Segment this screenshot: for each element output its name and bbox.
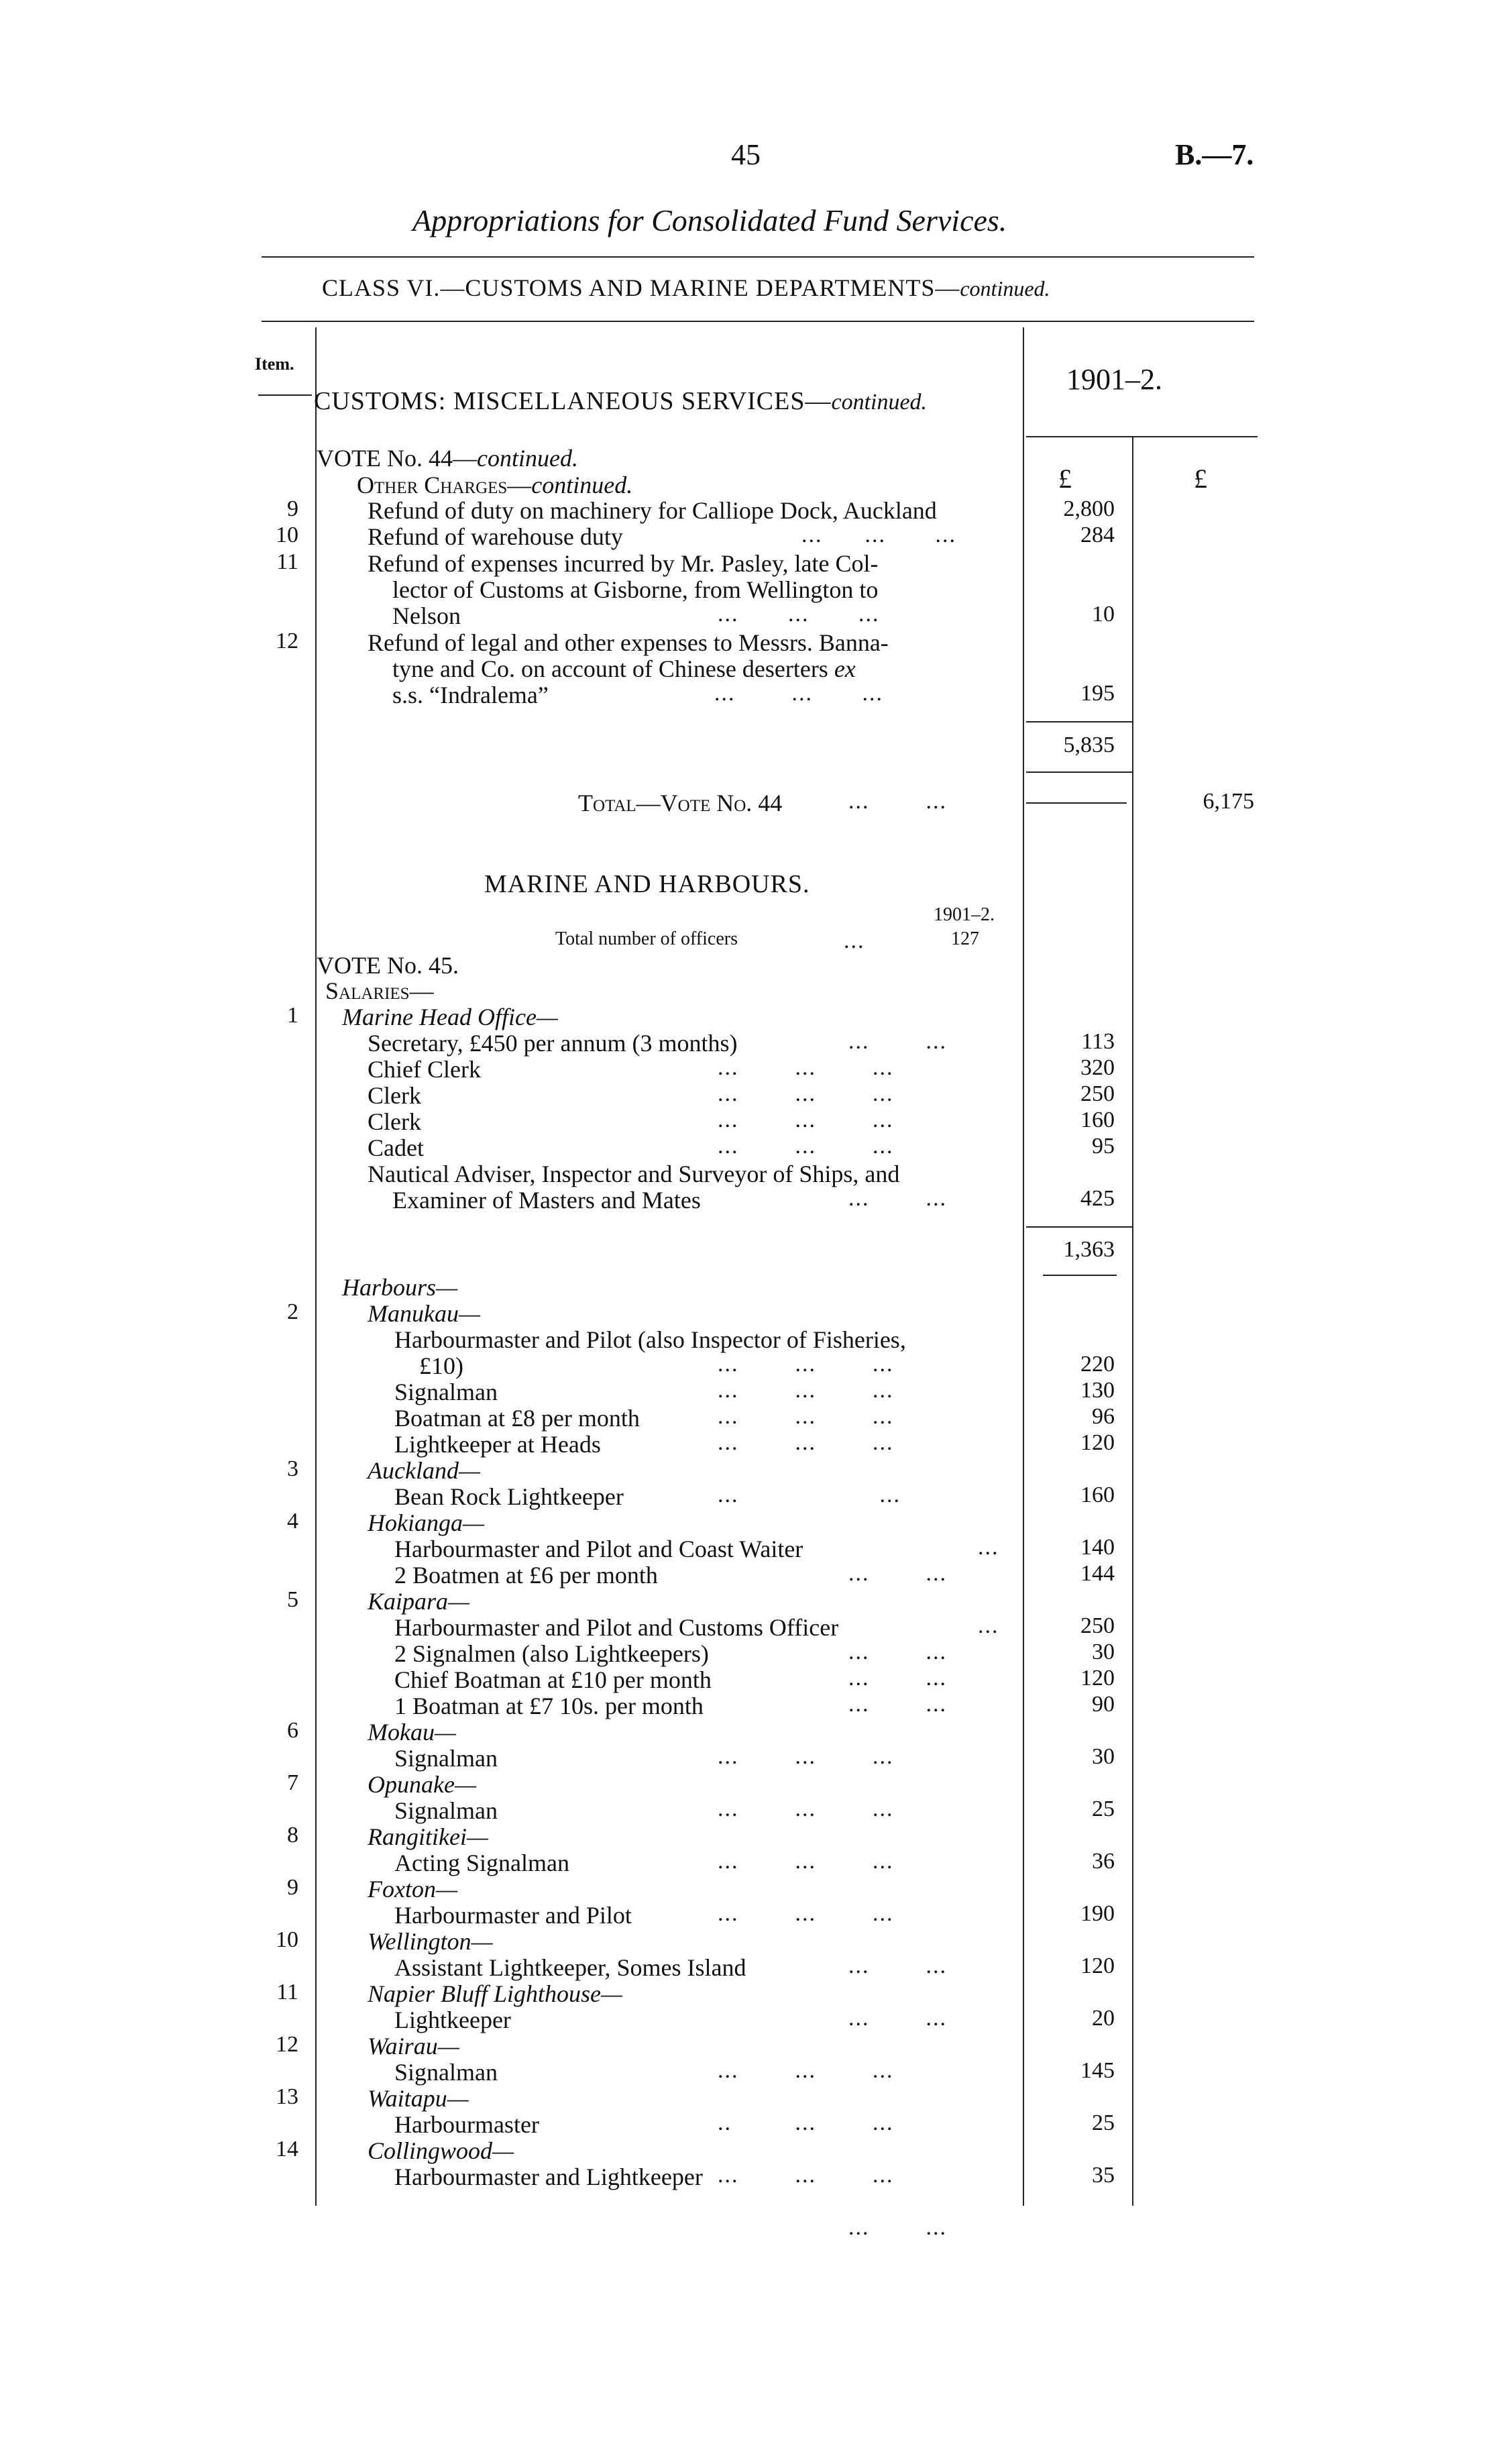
subtotal-rule: [1026, 721, 1132, 722]
other-charges-text: Other Charges—: [357, 472, 532, 498]
harbour-place: Napier Bluff Lighthouse—: [368, 1980, 623, 2007]
harbour-place: Kaipara—: [368, 1588, 470, 1615]
item-description-text: tyne and Co. on account of Chinese deserters: [392, 655, 828, 682]
customs-heading-text: CUSTOMS: MISCELLANEOUS SERVICES—: [314, 387, 832, 415]
leader-dots: ... ...: [848, 1953, 947, 1978]
pound-sign-column-1: £: [1058, 464, 1072, 494]
salary-line: Secretary, £450 per annum (3 months): [368, 1030, 738, 1057]
officers-count: 127: [951, 928, 979, 949]
item-number: 1: [287, 1003, 298, 1028]
leader-dots: ... ...: [848, 1640, 947, 1664]
harbour-place: Waitapu—: [368, 2085, 469, 2112]
item-number: 7: [287, 1770, 298, 1795]
officers-year: 1901–2.: [934, 904, 995, 925]
item-number: 5: [287, 1587, 298, 1612]
leader-dots: ...: [844, 928, 865, 953]
item-number: 11: [276, 549, 298, 574]
item-column-divider: [315, 327, 317, 2206]
page-title: Appropriations for Consolidated Fund Services.: [412, 203, 1007, 237]
item-description-continued: lector of Customs at Gisborne, from Wellington to: [392, 576, 879, 603]
harbour-amount: 25: [1092, 1797, 1115, 1821]
leader-dots: ... ... ...: [718, 1849, 894, 1874]
harbour-amount: 35: [1092, 2163, 1115, 2188]
salary-line: Chief Clerk: [368, 1056, 481, 1083]
salary-line: Clerk: [368, 1108, 421, 1135]
leader-dots: ... ...: [718, 1483, 901, 1507]
harbour-amount: 120: [1080, 1953, 1115, 1978]
harbour-line-continued: £10): [419, 1352, 463, 1379]
page-number: 45: [731, 138, 761, 171]
subtotal-rule: [1026, 1226, 1132, 1228]
page-reference: B.—7.: [1175, 138, 1254, 171]
harbour-place: Wairau—: [368, 2033, 459, 2059]
head-office-subtotal: 1,363: [1063, 1237, 1115, 1262]
harbour-place: Mokau—: [368, 1719, 456, 1746]
salary-amount: 425: [1080, 1186, 1115, 1211]
harbour-amount: 250: [1080, 1613, 1115, 1638]
leader-dots: ...: [978, 1535, 999, 1560]
item-description-continued: [392, 655, 856, 683]
item-number: 10: [276, 1927, 298, 1952]
leader-dots: ... ... ...: [801, 523, 956, 547]
leader-dots: ... ... ...: [718, 1055, 894, 1080]
leader-dots: ... ... ...: [718, 1134, 894, 1159]
salary-line: Cadet: [368, 1134, 424, 1161]
vote-44-text: VOTE No. 44—: [317, 445, 477, 472]
vote-44-total-label: [578, 789, 782, 817]
item-description: Refund of warehouse duty: [368, 523, 623, 550]
salary-amount: 250: [1080, 1081, 1115, 1106]
total-leader-rule: [1026, 802, 1127, 804]
item-number: 13: [276, 2084, 298, 2109]
item-amount: 10: [1092, 602, 1115, 627]
item-description: Refund of duty on machinery for Calliope Dock, Auckland: [368, 497, 937, 524]
harbour-place: Rangitikei—: [368, 1823, 488, 1850]
harbour-amount: 145: [1080, 2058, 1115, 2083]
harbour-place: Auckland—: [368, 1457, 480, 1484]
item-column-label: Item.: [255, 354, 294, 374]
officers-label: Total number of officers: [555, 928, 738, 949]
salary-line: Clerk: [368, 1082, 421, 1109]
marine-heading: MARINE AND HARBOURS.: [484, 870, 810, 898]
harbour-place: Wellington—: [368, 1928, 493, 1955]
leader-dots: ... ... ...: [714, 681, 883, 706]
other-charges-label: [357, 471, 632, 499]
class-heading-rule: [262, 321, 1254, 322]
harbour-amount: 30: [1092, 1640, 1115, 1664]
item-number: 9: [287, 496, 298, 521]
leader-dots: ... ...: [848, 1029, 947, 1054]
harbour-line: Harbourmaster and Pilot (also Inspector of Fisheries,: [394, 1326, 906, 1353]
leader-dots: ... ...: [848, 1692, 947, 1717]
customs-heading: [314, 386, 927, 416]
head-office-label: Marine Head Office—: [342, 1004, 558, 1030]
vote-45-label: VOTE No. 45.: [317, 952, 459, 979]
leader-dots: ... ... ...: [718, 602, 880, 627]
harbour-line: 1 Boatman at £7 10s. per month: [394, 1693, 704, 1719]
harbour-line: Lightkeeper: [394, 2006, 511, 2033]
item-number: 3: [287, 1456, 298, 1481]
salaries-label: Salaries—: [325, 977, 434, 1004]
leader-dots: ... ...: [848, 2215, 947, 2240]
item-number: 9: [287, 1875, 298, 1900]
item-number: 2: [287, 1299, 298, 1324]
harbour-amount: 90: [1092, 1692, 1115, 1717]
harbour-line: Harbourmaster and Pilot and Customs Officer: [394, 1614, 839, 1641]
leader-dots: ... ... ...: [718, 2163, 894, 2188]
title-rule: [262, 256, 1254, 258]
leader-dots: ... ...: [848, 789, 947, 814]
harbour-amount: 20: [1092, 2006, 1115, 2031]
salary-amount: 95: [1092, 1134, 1115, 1159]
leader-dots: .. ... ...: [718, 2110, 894, 2135]
subtotal-underline: [1026, 771, 1132, 773]
leader-dots: ... ... ...: [718, 1901, 894, 1926]
year-column-heading: 1901–2.: [1066, 363, 1162, 396]
item-amount: 195: [1080, 681, 1115, 706]
ex-word: ex: [834, 655, 856, 682]
harbour-line: Harbourmaster and Pilot: [394, 1902, 632, 1929]
pound-sign-column-2: £: [1194, 464, 1207, 494]
harbour-place: Hokianga—: [368, 1509, 484, 1536]
item-number: 10: [276, 523, 298, 547]
item-amount: 284: [1080, 523, 1115, 547]
harbour-amount: 96: [1092, 1404, 1115, 1429]
vote-44-total-text: Total—Vote No. 44: [578, 790, 783, 816]
harbour-line: Chief Boatman at £10 per month: [394, 1666, 712, 1693]
harbour-line: Harbourmaster: [394, 2111, 539, 2138]
item-number: 12: [276, 2032, 298, 2057]
harbour-amount: 36: [1092, 1849, 1115, 1874]
harbour-amount: 144: [1080, 1561, 1115, 1586]
leader-dots: ...: [978, 1613, 999, 1638]
leader-dots: ... ... ...: [718, 1378, 894, 1403]
harbour-place: Opunake—: [368, 1771, 476, 1798]
subtotal-underline: [1043, 1275, 1117, 1276]
harbour-line: Bean Rock Lightkeeper: [394, 1483, 624, 1510]
harbour-line: 2 Boatmen at £6 per month: [394, 1562, 658, 1589]
harbour-line: 2 Signalmen (also Lightkeepers): [394, 1640, 709, 1667]
item-description-continued: Nelson: [392, 602, 461, 629]
harbours-label: Harbours—: [342, 1274, 458, 1301]
item-number: 4: [287, 1509, 298, 1534]
item-number: 12: [276, 629, 298, 653]
leader-dots: ... ... ...: [718, 1352, 894, 1377]
harbour-amount: 160: [1080, 1483, 1115, 1507]
harbour-amount: 140: [1080, 1535, 1115, 1560]
class-heading-text: CLASS VI.—CUSTOMS AND MARINE DEPARTMENTS—: [322, 274, 960, 301]
harbour-line: Signalman: [394, 1745, 498, 1772]
customs-subtotal: 5,835: [1063, 733, 1115, 757]
harbour-amount: 120: [1080, 1430, 1115, 1455]
harbour-amount: 130: [1080, 1378, 1115, 1403]
harbour-line: Lightkeeper at Heads: [394, 1431, 601, 1458]
customs-heading-continued: continued.: [831, 390, 928, 415]
harbour-amount: 25: [1092, 2110, 1115, 2135]
item-header-rule: [258, 394, 312, 396]
leader-dots: ... ... ...: [718, 1744, 894, 1769]
leader-dots: ... ...: [848, 1186, 947, 1211]
vote-44-total: 6,175: [1203, 789, 1254, 814]
item-number: 6: [287, 1718, 298, 1743]
year-header-rule: [1026, 436, 1258, 437]
harbour-place: Manukau—: [368, 1300, 480, 1327]
harbour-place: Collingwood—: [368, 2137, 514, 2164]
class-heading-continued: continued.: [960, 276, 1050, 301]
item-amount: 2,800: [1063, 496, 1115, 521]
harbour-amount: 190: [1080, 1901, 1115, 1926]
harbour-line: Harbourmaster and Lightkeeper: [394, 2163, 703, 2190]
harbour-amount: 220: [1080, 1352, 1115, 1377]
other-charges-continued: continued.: [531, 472, 633, 498]
leader-dots: ... ...: [848, 1561, 947, 1586]
leader-dots: ... ...: [848, 2006, 947, 2031]
class-heading: [322, 274, 1050, 302]
leader-dots: ... ... ...: [718, 1404, 894, 1429]
harbour-line: Harbourmaster and Pilot and Coast Waiter: [394, 1536, 803, 1562]
harbour-amount: 120: [1080, 1666, 1115, 1691]
salary-amount: 320: [1080, 1055, 1115, 1080]
vote-44-label: [317, 444, 578, 472]
harbour-place: Foxton—: [368, 1876, 457, 1903]
salary-line-continued: Examiner of Masters and Mates: [392, 1187, 701, 1214]
harbour-line: Signalman: [394, 2059, 498, 2086]
leader-dots: ... ... ...: [718, 1108, 894, 1132]
leader-dots: ... ... ...: [718, 1797, 894, 1821]
salary-amount: 113: [1081, 1029, 1115, 1054]
harbour-amount: 30: [1092, 1744, 1115, 1769]
vote-44-continued: continued.: [476, 445, 578, 472]
harbour-line: Signalman: [394, 1379, 498, 1405]
item-number: 11: [276, 1980, 298, 2004]
salary-amount: 160: [1080, 1108, 1115, 1132]
harbour-line: Acting Signalman: [394, 1850, 569, 1876]
item-description: Refund of expenses incurred by Mr. Pasley, late Col-: [368, 550, 879, 577]
leader-dots: ... ...: [848, 1666, 947, 1691]
harbour-line: Assistant Lightkeeper, Somes Island: [394, 1954, 746, 1981]
item-description: Refund of legal and other expenses to Messrs. Banna-: [368, 629, 889, 656]
leader-dots: ... ... ...: [718, 1430, 894, 1455]
harbour-line: Signalman: [394, 1797, 498, 1824]
salary-line: Nautical Adviser, Inspector and Surveyor of Ships, and: [368, 1161, 900, 1187]
leader-dots: ... ... ...: [718, 2058, 894, 2083]
leader-dots: ... ... ...: [718, 1081, 894, 1106]
item-number: 8: [287, 1823, 298, 1847]
item-description-continued: s.s. “Indralema”: [392, 682, 549, 708]
amount-column-divider-right: [1132, 437, 1133, 2206]
item-number: 14: [276, 2137, 298, 2161]
harbour-line: Boatman at £8 per month: [394, 1405, 640, 1432]
